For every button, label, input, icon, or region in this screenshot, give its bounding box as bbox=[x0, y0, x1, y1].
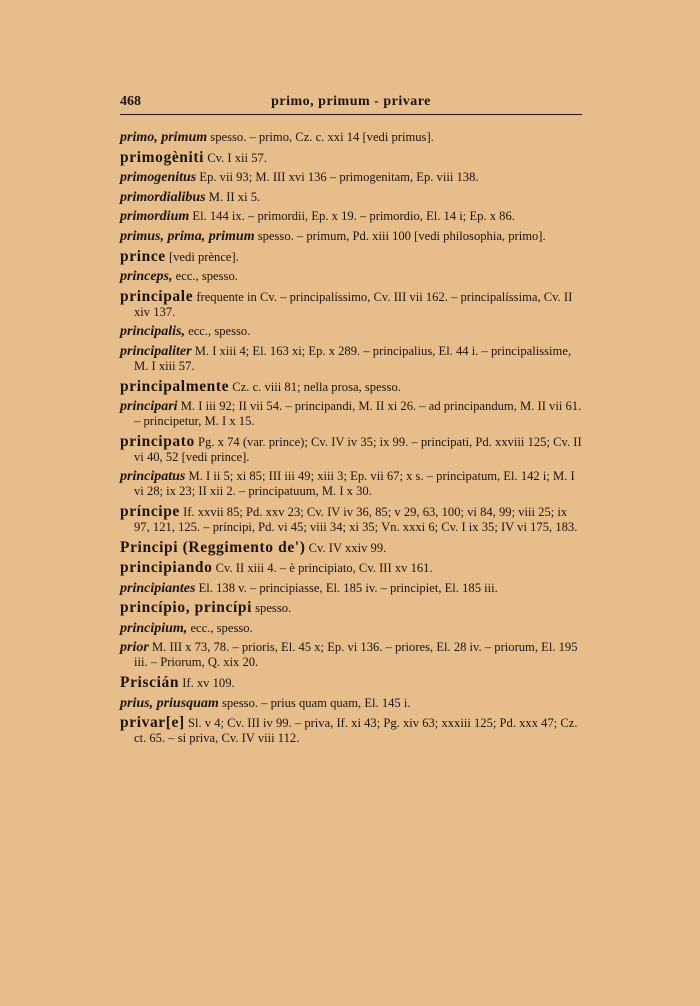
dictionary-entry bbox=[120, 399, 582, 429]
dictionary-entry bbox=[120, 249, 582, 265]
entry-citations: If. xv 109. bbox=[179, 676, 235, 691]
dictionary-entry bbox=[120, 269, 582, 284]
page-number: 468 bbox=[120, 94, 141, 109]
entry-headword: principalmente bbox=[120, 377, 230, 395]
entry-headword: principium, bbox=[120, 620, 188, 636]
dictionary-entry bbox=[120, 150, 582, 166]
entry-citations: El. 144 ix. – primordii, Ep. x 19. – primordio, El. 14 i; Ep. x 86. bbox=[189, 209, 515, 224]
entry-headword: príncipe bbox=[120, 502, 180, 520]
dictionary-entry bbox=[120, 469, 582, 499]
dictionary-entry bbox=[120, 540, 582, 556]
dictionary-entry bbox=[120, 379, 582, 395]
dictionary-entry bbox=[120, 170, 582, 185]
entry-headword: primus, prima, primum bbox=[120, 228, 255, 244]
entry-citations: Cv. IV xxiv 99. bbox=[305, 540, 387, 555]
entry-list bbox=[120, 130, 582, 751]
entry-headword: Priscián bbox=[120, 674, 180, 692]
entry-citations: M. I xiii 4; El. 163 xi; Ep. x 289. – principalius, El. 44 i. – principalissime, M. I xiii 57. bbox=[134, 343, 572, 373]
entry-headword: principalis, bbox=[120, 324, 185, 340]
entry-headword: Principi (Reggimento de') bbox=[120, 538, 306, 556]
page-header bbox=[120, 92, 582, 115]
entry-citations: ecc., spesso. bbox=[184, 324, 251, 339]
entry-headword: primogenitus bbox=[120, 170, 197, 186]
dictionary-entry bbox=[120, 581, 582, 596]
entry-headword: primogèniti bbox=[120, 148, 205, 166]
entry-citations: Ep. vii 93; M. III xvi 136 – primogenitam, Ep. viii 138. bbox=[196, 170, 479, 185]
dictionary-entry bbox=[120, 130, 582, 145]
entry-citations: El. 138 v. – principiasse, El. 185 iv. – principiet, El. 185 iii. bbox=[195, 580, 498, 595]
entry-citations: spesso. – primo, Cz. c. xxi 14 [vedi primus]. bbox=[207, 130, 434, 144]
entry-headword: principiando bbox=[120, 559, 213, 577]
entry-citations: Sl. v 4; Cv. III iv 99. – priva, If. xi 43; Pg. xiv 63; xxxiii 125; Pd. xxx 47; Cz. ct. 65. – si priva, Cv. IV viii 112. bbox=[134, 716, 578, 746]
entry-headword: primo, primum bbox=[120, 130, 208, 145]
dictionary-entry bbox=[120, 504, 582, 535]
entry-citations: Cv. II xiii 4. – è principiato, Cv. III xv 161. bbox=[212, 561, 433, 576]
entry-citations: frequente in Cv. – principalíssimo, Cv. III vii 162. – principalíssima, Cv. II xiv 137. bbox=[134, 289, 573, 319]
dictionary-entry bbox=[120, 324, 582, 339]
entry-headword: principari bbox=[120, 399, 178, 415]
entry-headword: principiantes bbox=[120, 580, 196, 596]
dictionary-entry bbox=[120, 560, 582, 576]
entry-headword: principato bbox=[120, 432, 195, 450]
entry-headword: principale bbox=[120, 287, 194, 305]
entry-headword: princípio, princípi bbox=[120, 599, 252, 617]
entry-citations: Pg. x 74 (var. prince); Cv. IV iv 35; ix 99. – principati, Pd. xxviii 125; Cv. II vi 40, 52 [vedi prince]. bbox=[134, 434, 582, 464]
dictionary-entry bbox=[120, 209, 582, 224]
entry-headword: prior bbox=[120, 640, 149, 656]
entry-headword: primordium bbox=[120, 209, 190, 225]
entry-citations: M. I ii 5; xi 85; III iii 49; xiii 3; Ep. vii 67; x s. – principatum, El. 142 i; M. I vi 28; ix 23; II xii 2. – principatuum, M. I x 30. bbox=[134, 469, 575, 499]
running-title: primo, primum - privare bbox=[271, 94, 431, 109]
entry-headword: prius, priusquam bbox=[120, 695, 219, 711]
entry-headword: prince bbox=[120, 247, 166, 265]
dictionary-entry bbox=[120, 675, 582, 691]
entry-headword: privar[e] bbox=[120, 714, 185, 732]
entry-citations: Cz. c. viii 81; nella prosa, spesso. bbox=[229, 379, 401, 394]
entry-headword: primordialibus bbox=[120, 189, 206, 205]
dictionary-entry bbox=[120, 289, 582, 320]
entry-citations: Cv. I xii 57. bbox=[204, 150, 267, 165]
entry-citations: ecc., spesso. bbox=[187, 620, 253, 635]
entry-citations: spesso. – prius quam quam, El. 145 i. bbox=[218, 695, 411, 710]
dictionary-entry bbox=[120, 229, 582, 244]
entry-citations: spesso. bbox=[251, 601, 292, 616]
dictionary-entry bbox=[120, 344, 582, 374]
entry-citations: M. I iii 92; II vii 54. – principandi, M. II xi 26. – ad principandum, M. II vii 61. – principetur, M. I x 15. bbox=[134, 399, 582, 429]
entry-citations: [vedi prènce]. bbox=[165, 249, 239, 264]
dictionary-entry bbox=[120, 715, 582, 746]
entry-citations: spesso. – primum, Pd. xiii 100 [vedi philosophia, primo]. bbox=[254, 228, 546, 243]
entry-headword: principaliter bbox=[120, 343, 192, 359]
entry-citations: M. III x 73, 78. – prioris, El. 45 x; Ep. vi 136. – priores, El. 28 iv. – priorum, El. 195 iii. – Priorum, Q. xix 20. bbox=[134, 640, 578, 670]
entry-headword: principatus bbox=[120, 469, 186, 485]
dictionary-entry bbox=[120, 434, 582, 465]
entry-headword: princeps, bbox=[120, 269, 173, 285]
dictionary-entry bbox=[120, 640, 582, 670]
dictionary-entry bbox=[120, 600, 582, 616]
dictionary-entry bbox=[120, 621, 582, 636]
entry-citations: M. II xi 5. bbox=[205, 189, 261, 204]
entry-citations: If. xxvii 85; Pd. xxv 23; Cv. IV iv 36, 85; v 29, 63, 100; vi 84, 99; viii 25; ix 97, 121, 125. – príncipi, Pd. vi 45; viii 34; xi 35; Vn. xxxi 6; Cv. I ix 35; IV vi 175, 183. bbox=[134, 504, 578, 534]
entry-citations: ecc., spesso. bbox=[172, 269, 238, 284]
dictionary-entry bbox=[120, 696, 582, 711]
dictionary-entry bbox=[120, 190, 582, 205]
